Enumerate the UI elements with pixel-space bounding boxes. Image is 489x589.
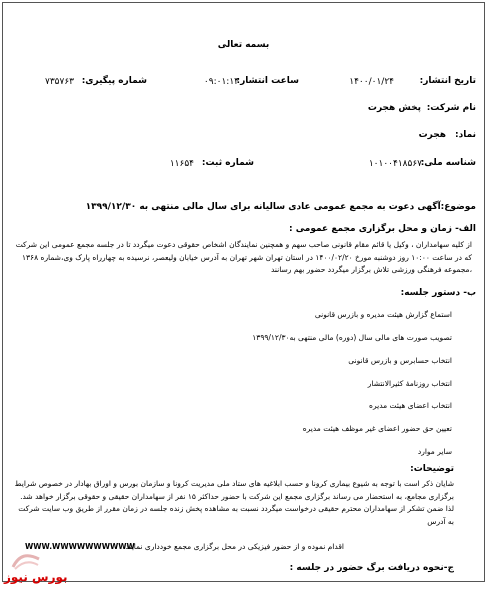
bourse-news-logo: بورس نیوز [4, 570, 68, 584]
agenda-item: انتخاب اعضای هیئت مدیره [369, 401, 452, 410]
section-a-title: الف- زمان و محل برگزاری مجمع عمومی : [288, 224, 476, 234]
national-id-label: شناسه ملی: [420, 158, 476, 168]
company-name-label: نام شرکت: [426, 103, 476, 113]
section-a-body: از کلیه سهامداران ، وکیل یا قائم مقام قانونی صاحب سهم و همچنین نمایندگان اشخاص حقوقی دعوت میگردد تا در جلسه مجمع عمومی این شرکت که در ساعت ۱۰:۰۰ روز دوشنبه مورخ ۱۴۰۰/۰۲/۲۰ در استان تهران شهر تهران به آدرس خیابان ولیعصر، نرسیده به چهارراه پارک وی،شماره ۱۳۶۸ ،مجموعه فرهنگی ورزشی تلاش برگزار میگردد حضور بهم رسانند [15, 240, 472, 274]
subject-line: موضوع:آگهی دعوت به مجمع عمومی عادی سالیانه برای سال مالی منتهی به ۱۳۹۹/۱۲/۳۰ [85, 202, 476, 212]
notes-title: توضیحات: [410, 464, 454, 474]
agenda-item: استماع گزارش هیئت مدیره و بازرس قانونی [314, 310, 452, 319]
section-c-title: ج-نحوه دریافت برگ حضور در جلسه : [289, 563, 454, 573]
publish-date-label: تاریخ انتشار: [419, 76, 476, 86]
watermark-icon [11, 549, 41, 571]
company-name-value: پخش هجرت [367, 103, 421, 113]
publish-date-value: ۱۴۰۰/۰۱/۲۴ [349, 77, 394, 87]
registration-number-value: ۱۱۶۵۴ [169, 159, 194, 169]
website-url: WWW.WWWWWWWWWW [25, 542, 135, 551]
agenda-item: سایر موارد [417, 447, 452, 456]
notes-body-continued: اقدام نموده و از حضور فیزیکی در محل برگزاری مجمع خودداری نمایند. [123, 542, 344, 551]
agenda-item: انتخاب روزنامهٔ کثیرالانتشار [367, 379, 452, 388]
publish-time-label: ساعت انتشار: [236, 76, 299, 86]
notes-body: شایان ذکر است با توجه به شیوع بیماری کرونا و حسب ابلاغیه های ستاد ملی مدیریت کرونا و سازمان بورس و اوراق بهادار در خصوص شرایط برگزاری مجامع، به استحضار می رساند برگزاری مجمع این شرکت با حضور حداکثر ۱۵ نفر از سهامداران حقیقی و حقوقی برگزار خواهد شد. لذا ضمن تشکر از سهامداران محترم حقیقی درخواست میگردد نسبت به مشاهده پخش زنده جلسه در زمان مقرر از طریق وب سایت شرکت به آدرس [14, 479, 454, 526]
agenda-item: تصویب صورت های مالی سال (دوره) مالی منتهی به۱۳۹۹/۱۲/۳۰ [252, 333, 452, 342]
agenda-item: تعیین حق حضور اعضای غیر موظف هیئت مدیره [302, 424, 452, 433]
bismillah-heading: بسمه تعالی [217, 40, 270, 50]
section-b-title: ب- دستور جلسه: [400, 288, 476, 298]
symbol-label: نماد: [454, 130, 476, 140]
tracking-number-label: شماره پیگیری: [81, 76, 147, 86]
national-id-value: ۱۰۱۰۰۴۱۸۵۶۷ [368, 159, 422, 169]
symbol-value: هجرت [418, 130, 446, 140]
tracking-number-value: ۷۳۵۷۶۳ [44, 77, 74, 87]
notice-document [2, 2, 485, 582]
publish-time-value: ۰۹:۰۱:۱۴ [203, 77, 239, 87]
registration-number-label: شماره ثبت: [201, 158, 254, 168]
agenda-item: انتخاب حسابرس و بازرس قانونی [348, 356, 452, 365]
